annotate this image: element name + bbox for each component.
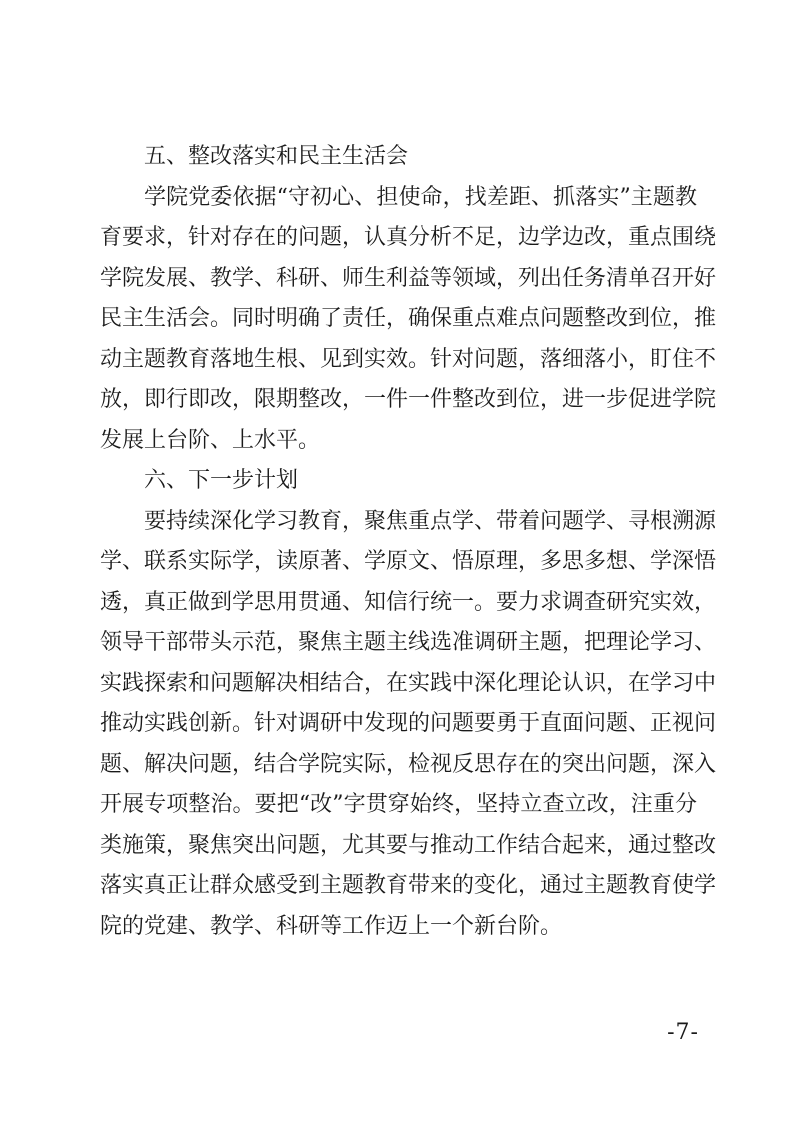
paragraph-line: 民主生活会。同时明确了责任，确保重点难点问题整改到位，推 — [100, 306, 717, 331]
paragraph-line: 动主题教育落地生根、见到实效。针对问题，落细落小，盯住不 — [100, 346, 717, 372]
paragraph-line: 发展上台阶、上水平。 — [100, 427, 321, 453]
paragraph-line: 学院发展、教学、科研、师生利益等领域，列出任务清单召开好 — [100, 265, 717, 291]
paragraph-line: 学、联系实际学，读原著、学原文、悟原理，多思多想、学深悟 — [100, 549, 717, 574]
paragraph-line: 实践探索和问题解决相结合，在实践中深化理论认识，在学习中 — [100, 670, 717, 696]
paragraph — [100, 178, 717, 462]
document-body — [100, 137, 717, 947]
paragraph — [100, 502, 717, 948]
paragraph-line: 领导干部带头示范，聚焦主题主线选准调研主题，把理论学习、 — [100, 630, 717, 655]
paragraph-line: 落实真正让群众感受到主题教育带来的变化，通过主题教育使学 — [100, 873, 717, 898]
paragraph-line: 学院党委依据“守初心、担使命，找差距、抓落实”主题教 — [144, 184, 697, 210]
paragraph-line: 育要求，针对存在的问题，认真分析不足，边学边改，重点围绕 — [100, 225, 717, 250]
page-number: -7- — [667, 1020, 699, 1045]
paragraph-line: 推动实践创新。针对调研中发现的问题要勇于直面问题、正视问 — [100, 711, 717, 736]
paragraph-line: 放，即行即改，限期整改，一件一件整改到位，进一步促进学院 — [100, 387, 717, 412]
paragraph-line: 开展专项整治。要把“改”字贯穿始终，坚持立查立改，注重分 — [100, 792, 697, 817]
paragraph-line: 类施策，聚焦突出问题，尤其要与推动工作结合起来，通过整改 — [100, 832, 717, 858]
paragraph-line: 院的党建、教学、科研等工作迈上一个新台阶。 — [100, 913, 563, 939]
paragraph-line: 要持续深化学习教育，聚焦重点学、带着问题学、寻根溯源 — [144, 508, 717, 534]
section-heading: 六、下一步计划 — [144, 468, 299, 493]
paragraph-line: 透，真正做到学思用贯通、知信行统一。要力求调查研究实效， — [100, 589, 717, 615]
paragraph-line: 题、解决问题，结合学院实际，检视反思存在的突出问题，深入 — [100, 751, 717, 777]
section-heading: 五、整改落实和民主生活会 — [144, 144, 409, 169]
